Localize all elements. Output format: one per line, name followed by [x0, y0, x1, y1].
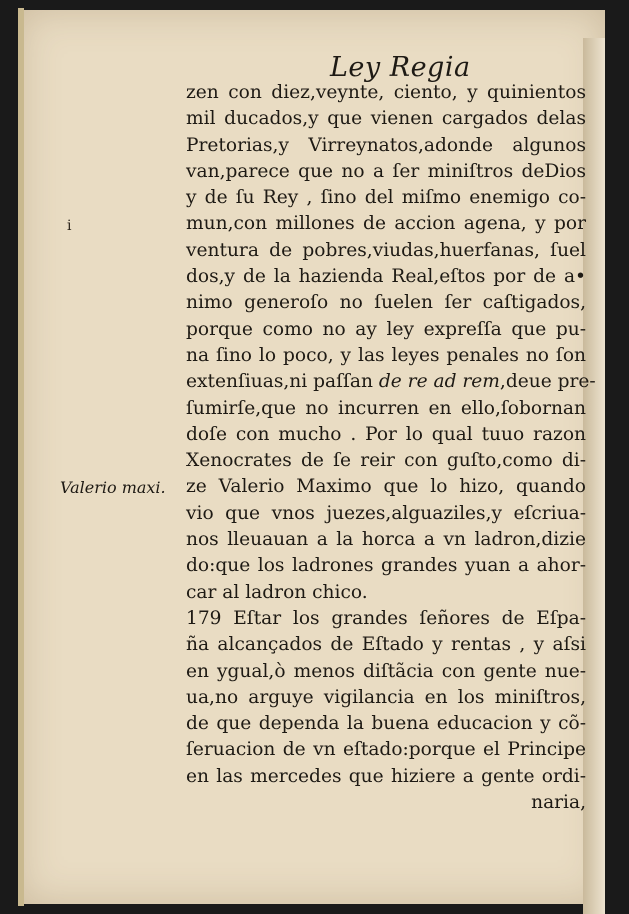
- text-line: en las mercedes que hiziere a gente ordi-: [186, 765, 586, 787]
- text-line: do:que los ladrones grandes yuan a ahor-: [186, 555, 586, 577]
- line-tail: ,deue pre-: [499, 371, 596, 393]
- page-edge: [18, 8, 24, 906]
- running-head-title: Ley Regia: [330, 52, 471, 83]
- text-line: ſumirſe,que no incurren en ello,ſobornan: [186, 397, 586, 419]
- text-line: ze Valerio Maximo que lo hizo, quando: [186, 476, 586, 498]
- text-line-with-italic: [186, 369, 596, 395]
- body-text: [186, 80, 596, 816]
- italic-phrase: de re ad rem: [378, 371, 500, 393]
- text-line: Xenocrates de ſe reir con guſto,como di-: [186, 450, 586, 472]
- line-head: extenſiuas,ni paſſan: [186, 371, 373, 393]
- text-line: van,parece que no a ſer miniſtros deDios: [186, 160, 586, 182]
- margin-mark: i: [67, 218, 72, 234]
- text-line: ña alcançados de Eſtado y rentas , y aſsi: [186, 634, 586, 656]
- text-line: zen con diez,veynte, ciento, y quinientos: [186, 82, 586, 103]
- text-line: dos,y de la hazienda Real,eſtos por de a•: [186, 266, 586, 288]
- text-line: ſeruacion de vn eſtado:porque el Principe: [186, 739, 586, 761]
- text-line: y de ſu Rey , ſino del miſmo enemigo co-: [186, 187, 586, 209]
- margin-note: Valerio maxi.: [60, 478, 166, 497]
- text-line: porque como no ay ley expreſſa que pu-: [186, 318, 586, 340]
- paragraph-179-start: 179 Eſtar los grandes ſeñores de Eſpa-: [186, 607, 586, 629]
- page-gutter: [583, 38, 605, 914]
- text-line: mun,con millones de accion agena, y por: [186, 213, 586, 235]
- text-line: Pretorias,y Virreynatos,adonde algunos: [186, 134, 586, 156]
- text-line: en ygual,ò menos diſtãcia con gente nue-: [186, 660, 586, 682]
- text-line: doſe con mucho . Por lo qual tuuo razon: [186, 423, 586, 445]
- text-line: car al ladron chico.: [186, 581, 368, 603]
- text-line: ua,no arguye vigilancia en los miniſtros,: [186, 686, 586, 708]
- text-line: vio que vnos juezes,alguaziles,y eſcriua-: [186, 502, 586, 524]
- catchword: naria,: [531, 792, 586, 814]
- text-line: de que dependa la buena educacion y cõ-: [186, 713, 586, 735]
- text-line: nos lleuauan a la horca a vn ladron,dizie: [186, 529, 586, 551]
- text-line: mil ducados,y que vienen cargados delas: [186, 108, 586, 130]
- text-line: nimo generoſo no ſuelen ſer caſtigados,: [186, 292, 586, 314]
- text-line: na ſino lo poco, y las leyes penales no ſon: [186, 344, 586, 366]
- text-line: ventura de pobres,viudas,huerfanas, ſuel: [186, 239, 586, 261]
